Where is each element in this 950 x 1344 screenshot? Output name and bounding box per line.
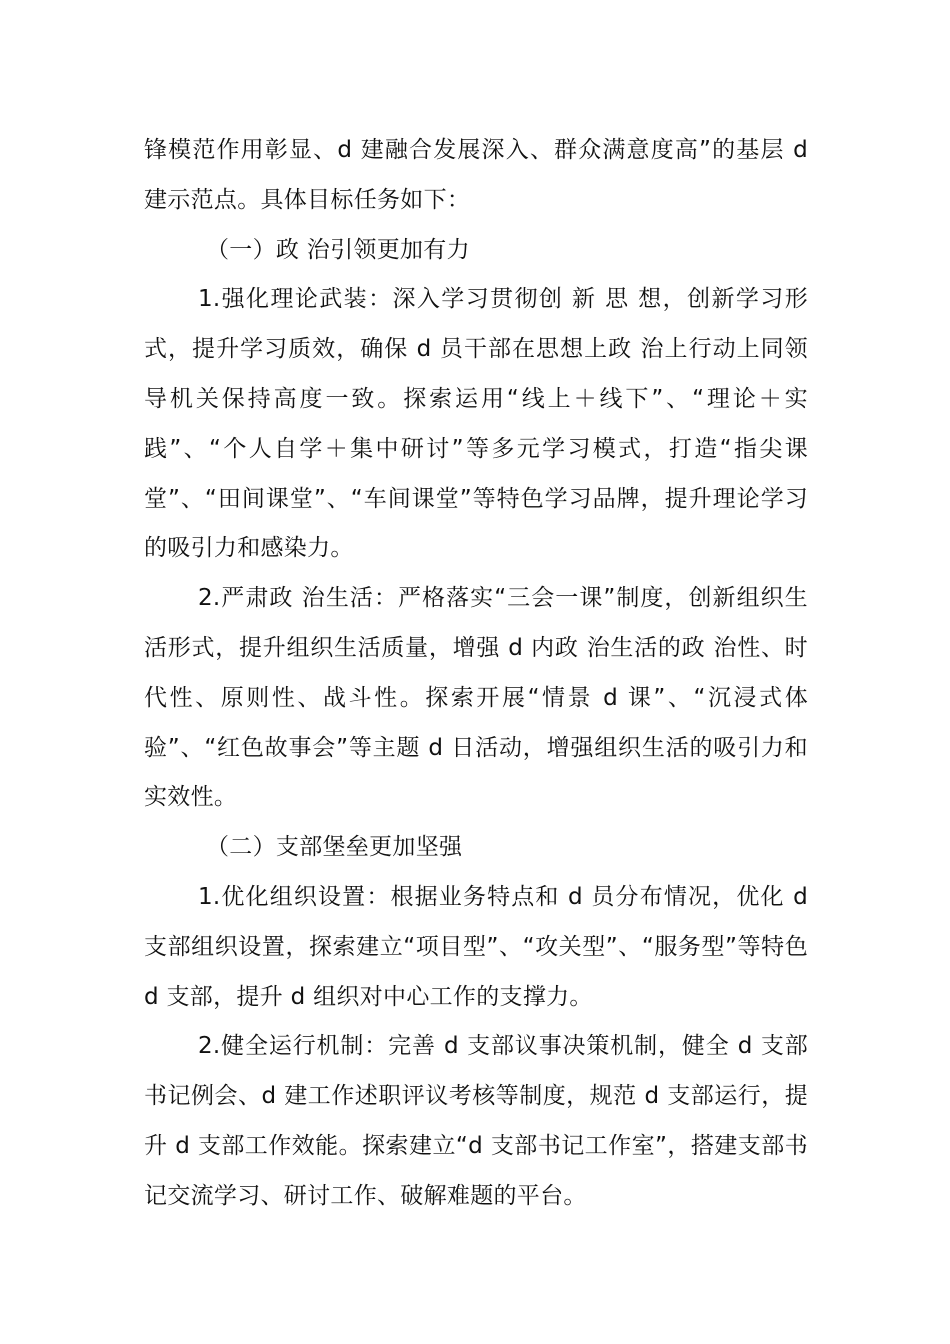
paragraph-theory-arming: 1.强化理论武装：深入学习贯彻创 新 思 想，创新学习形式，提升学习质效，确保 d 员干部在思想上政 治上行动上同领导机关保持高度一致。探索运用“线上＋线下”、“理论＋实践”、“个人自学＋集中研讨”等多元学习模式，打造“指尖课堂”、“田间课堂”、“车间课堂”等特色学习品牌，提升理论学习的吸引力和感染力。 — [144, 286, 808, 562]
paragraph-intro-continuation: 锋模范作用彰显、d 建融合发展深入、群众满意度高”的基层 d 建示范点。具体目标任务如下： — [144, 137, 808, 213]
document-body — [144, 126, 808, 1222]
paragraph-organization-setup: 1.优化组织设置：根据业务特点和 d 员分布情况，优化 d 支部组织设置，探索建立“项目型”、“攻关型”、“服务型”等特色 d 支部，提升 d 组织对中心工作的支撑力。 — [144, 883, 808, 1010]
paragraph-political-life: 2.严肃政 治生活：严格落实“三会一课”制度，创新组织生活形式，提升组织生活质量，增强 d 内政 治生活的政 治性、时代性、原则性、战斗性。探索开展“情景 d 课”、“沉浸式体验”、“红色故事会”等主题 d 日活动，增强组织生活的吸引力和实效性。 — [144, 585, 808, 811]
section-heading-political-leadership: （一）政 治引领更加有力 — [206, 236, 470, 263]
paragraph-operating-mechanism: 2.健全运行机制：完善 d 支部议事决策机制，健全 d 支部书记例会、d 建工作述职评议考核等制度，规范 d 支部运行，提升 d 支部工作效能。探索建立“d 支部书记工作室”，搭建支部书记交流学习、研讨工作、破解难题的平台。 — [144, 1033, 808, 1209]
section-heading-branch-fortress: （二）支部堡垒更加坚强 — [206, 834, 463, 861]
